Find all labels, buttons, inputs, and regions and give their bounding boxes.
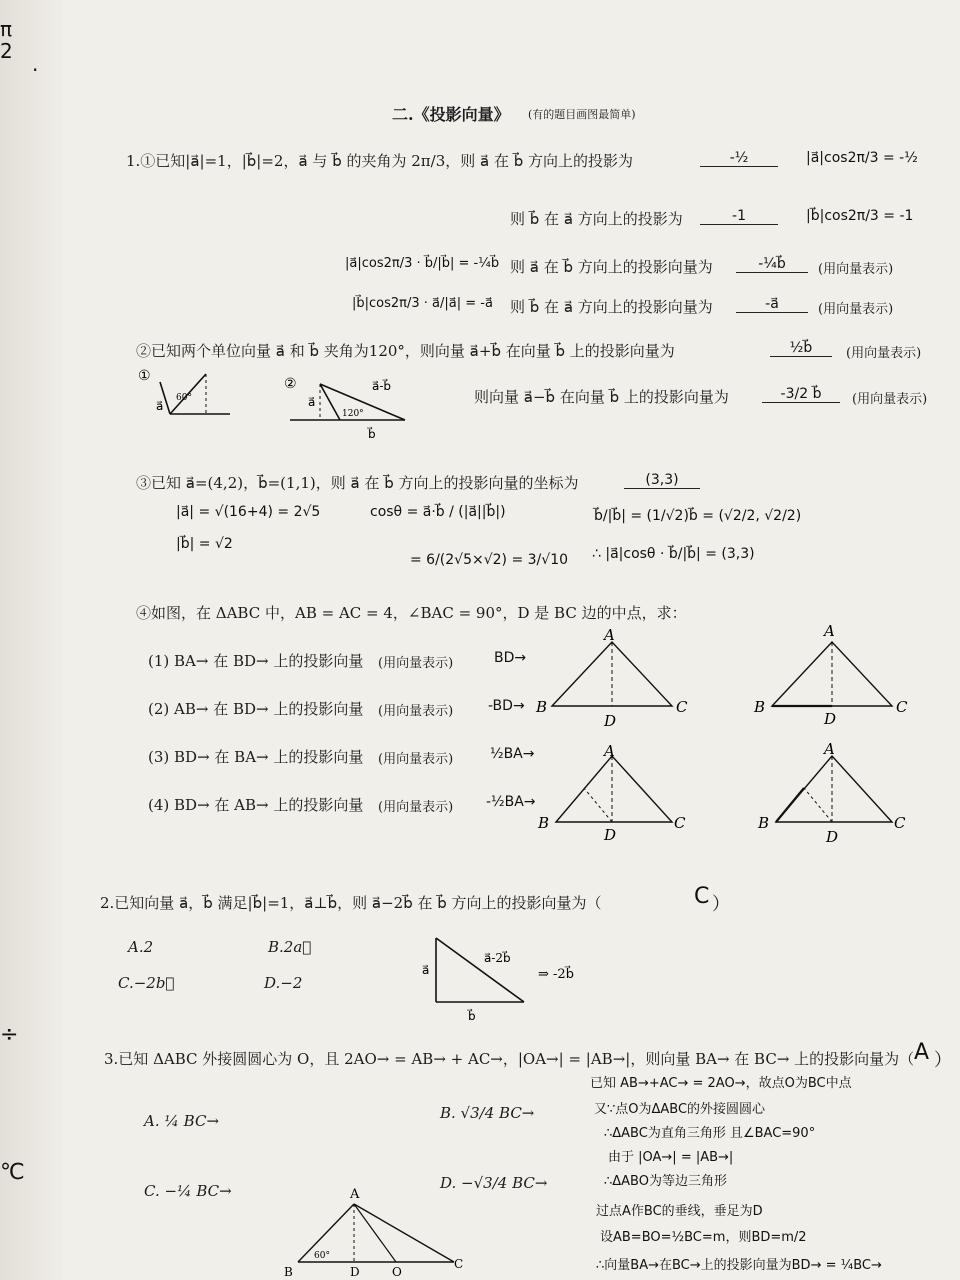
q4-item-3-unit: (用向量表示)	[378, 752, 454, 767]
angle-label: 60°	[314, 1251, 330, 1261]
label-b: b⃗	[368, 427, 376, 441]
label-O: O	[392, 1265, 402, 1279]
q2-line-2: 则向量 a⃗−b⃗ 在向量 b⃗ 上的投影向量为	[474, 388, 729, 406]
q4-item-3-answer: ½BA→	[490, 746, 535, 762]
section-title: 二.《投影向量》	[392, 105, 510, 124]
q4-stem: ④如图，在 ΔABC 中，AB = AC = 4，∠BAC = 90°，D 是 BC 边的中点，求：	[136, 604, 687, 622]
p3-work-line: ∴ΔABC为直角三角形 且∠BAC=90°	[604, 1126, 816, 1141]
q2-figure-2	[280, 372, 430, 442]
angle-label: 60°	[176, 393, 192, 403]
label-C: C	[454, 1257, 464, 1271]
p2-answer: C	[694, 884, 710, 909]
label-C: C	[676, 698, 688, 716]
label-a: a⃗	[422, 963, 430, 977]
label-B: B	[536, 698, 548, 716]
label-D: D	[824, 710, 837, 728]
margin-fraction: π 2	[0, 17, 13, 63]
q1-work-3: |a⃗|cos2π/3 · b⃗/|b⃗| = -¼b⃗	[345, 256, 500, 271]
q3-work-2: |b⃗| = √2	[176, 536, 233, 552]
q1-unit-3: (用向量表示)	[818, 262, 894, 277]
result: ⇒ -2b⃗	[538, 967, 574, 982]
p3-answer: A	[914, 1040, 930, 1065]
q3-answer: (3,3)	[624, 472, 700, 489]
q3-work-5: b⃗/|b⃗| = (1/√2)b⃗ = (√2/2, √2/2)	[594, 508, 802, 524]
p3-option-a: A. ¼ BC→	[144, 1112, 220, 1130]
q3-work-4: = 6/(2√5×√2) = 3/√10	[410, 552, 569, 568]
q1-line-3: 则 a⃗ 在 b⃗ 方向上的投影向量为	[510, 258, 713, 276]
q2-figure-1	[130, 364, 260, 424]
p3-work-line: 由于 |OA→| = |AB→|	[608, 1150, 734, 1165]
margin-mark: ÷	[0, 1022, 19, 1047]
p3-work-line: 过点A作BC的垂线，垂足为D	[596, 1204, 763, 1219]
p2-figure	[412, 932, 612, 1024]
q1-unit-4: (用向量表示)	[818, 302, 894, 317]
q1-answer-2: -1	[700, 208, 778, 225]
angle-label: 120°	[342, 409, 364, 419]
label-B: B	[758, 814, 770, 832]
q4-item-2: (2) AB→ 在 BD→ 上的投影向量	[148, 700, 364, 718]
p2-stem: 2.已知向量 a⃗，b⃗ 满足|b⃗|=1，a⃗⊥b⃗，则 a⃗−2b⃗ 在 b⃗ 方向上的投影向量为（	[100, 894, 602, 912]
p3-work-line: ∴ΔABO为等边三角形	[604, 1174, 727, 1189]
label-C: C	[894, 814, 906, 832]
p2-option-a: A.2	[128, 938, 154, 956]
q4-item-2-answer: -BD→	[488, 698, 525, 714]
q3-stem: ③已知 a⃗=(4,2)，b⃗=(1,1)，则 a⃗ 在 b⃗ 方向上的投影向量的坐标为	[136, 474, 579, 492]
q1-line-4: 则 b⃗ 在 a⃗ 方向上的投影向量为	[510, 298, 713, 316]
label-a-minus-b: a⃗-b⃗	[372, 379, 392, 393]
label-A: A	[350, 1187, 360, 1202]
q1-answer-3: -¼b⃗	[736, 256, 808, 273]
p2-option-d: D.−2	[264, 974, 303, 992]
label-D: D	[350, 1265, 360, 1279]
label-A: A	[604, 626, 615, 644]
q4-item-1-unit: (用向量表示)	[378, 656, 454, 671]
p3-work-line: ∴向量BA→在BC→上的投影向量为BD→ = ¼BC→	[596, 1258, 882, 1273]
margin-dot: .	[32, 52, 39, 76]
q3-work-6: ∴ |a⃗|cosθ · b⃗/|b⃗| = (3,3)	[592, 546, 755, 562]
page-gutter	[0, 0, 62, 1280]
label-a: a⃗	[156, 399, 164, 413]
label-A: A	[824, 740, 835, 758]
q2-answer-2: -3/2 b⃗	[762, 386, 840, 403]
p2-option-b: B.2a⃗	[268, 938, 312, 956]
q1-stem: 1.①已知|a⃗|=1，|b⃗|=2，a⃗ 与 b⃗ 的夹角为 2π/3，则 a⃗ 在 b⃗ 方向上的投影为	[126, 152, 634, 170]
label-a-minus-2b: a⃗-2b⃗	[484, 951, 511, 965]
section-note: (有的题目画图最简单)	[528, 108, 636, 121]
q4-triangle-3	[536, 742, 706, 852]
q2-answer-1: ½b⃗	[770, 340, 832, 357]
q4-item-3: (3) BD→ 在 BA→ 上的投影向量	[148, 748, 364, 766]
p3-option-b: B. √3/4 BC→	[440, 1104, 535, 1122]
q2-unit-2: (用向量表示)	[852, 392, 928, 407]
p2-option-c: C.−2b⃗	[118, 974, 175, 992]
p3-work-line: 又∵点O为ΔABC的外接圆圆心	[594, 1102, 766, 1117]
p3-option-d: D. −√3/4 BC→	[440, 1174, 548, 1192]
label-D: D	[604, 712, 617, 730]
label-a: a⃗	[308, 395, 316, 409]
p3-figure	[284, 1186, 474, 1279]
label-C: C	[674, 814, 686, 832]
q4-triangle-1	[532, 624, 702, 734]
q1-answer-1: -½	[700, 150, 778, 167]
q4-triangle-2	[752, 624, 922, 734]
label-A: A	[824, 622, 835, 640]
q4-triangle-4	[756, 742, 926, 852]
figure-label: ①	[138, 368, 151, 384]
label-B: B	[284, 1265, 293, 1279]
margin-mark: ℃	[0, 1160, 25, 1185]
q4-item-2-unit: (用向量表示)	[378, 704, 454, 719]
p3-close: ）	[934, 1050, 952, 1071]
q4-item-1-answer: BD→	[494, 650, 527, 666]
q1-work-1: |a⃗|cos2π/3 = -½	[806, 150, 918, 166]
vector-a	[320, 384, 340, 420]
q2-stem: ②已知两个单位向量 a⃗ 和 b⃗ 夹角为120°，则向量 a⃗+b⃗ 在向量 b⃗ 上的投影向量为	[136, 342, 675, 360]
figure-label: ②	[284, 376, 297, 392]
q3-work-3: cosθ = a⃗·b⃗ / (|a⃗||b⃗|)	[370, 504, 506, 520]
label-B: B	[754, 698, 766, 716]
label-b: b⃗	[468, 1009, 476, 1023]
q2-unit-1: (用向量表示)	[846, 346, 922, 361]
q1-line-2: 则 b⃗ 在 a⃗ 方向上的投影为	[510, 210, 683, 228]
label-B: B	[538, 814, 550, 832]
q4-item-4-answer: -½BA→	[486, 794, 536, 810]
p2-close: ）	[712, 894, 730, 915]
label-A: A	[604, 742, 615, 760]
q4-item-4: (4) BD→ 在 AB→ 上的投影向量	[148, 796, 364, 814]
p3-option-c: C. −¼ BC→	[144, 1182, 232, 1200]
vector-a-minus-2b	[436, 938, 524, 1002]
label-C: C	[896, 698, 908, 716]
p3-work-line: 已知 AB→+AC→ = 2AO→，故点O为BC中点	[590, 1076, 852, 1091]
label-D: D	[826, 828, 839, 846]
p3-work-line: 设AB=BO=½BC=m，则BD=m/2	[600, 1230, 807, 1245]
p3-stem: 3.已知 ΔABC 外接圆圆心为 O，且 2AO→ = AB→ + AC→，|OA→| = |AB→|，则向量 BA→ 在 BC→ 上的投影向量为（	[104, 1050, 915, 1068]
q1-work-4: |b⃗|cos2π/3 · a⃗/|a⃗| = -a⃗	[352, 296, 493, 311]
label-D: D	[604, 826, 617, 844]
q3-work-1: |a⃗| = √(16+4) = 2√5	[176, 504, 321, 520]
q4-item-1: (1) BA→ 在 BD→ 上的投影向量	[148, 652, 364, 670]
q4-item-4-unit: (用向量表示)	[378, 800, 454, 815]
q1-answer-4: -a⃗	[736, 296, 808, 313]
q1-work-2: |b⃗|cos2π/3 = -1	[806, 208, 914, 224]
